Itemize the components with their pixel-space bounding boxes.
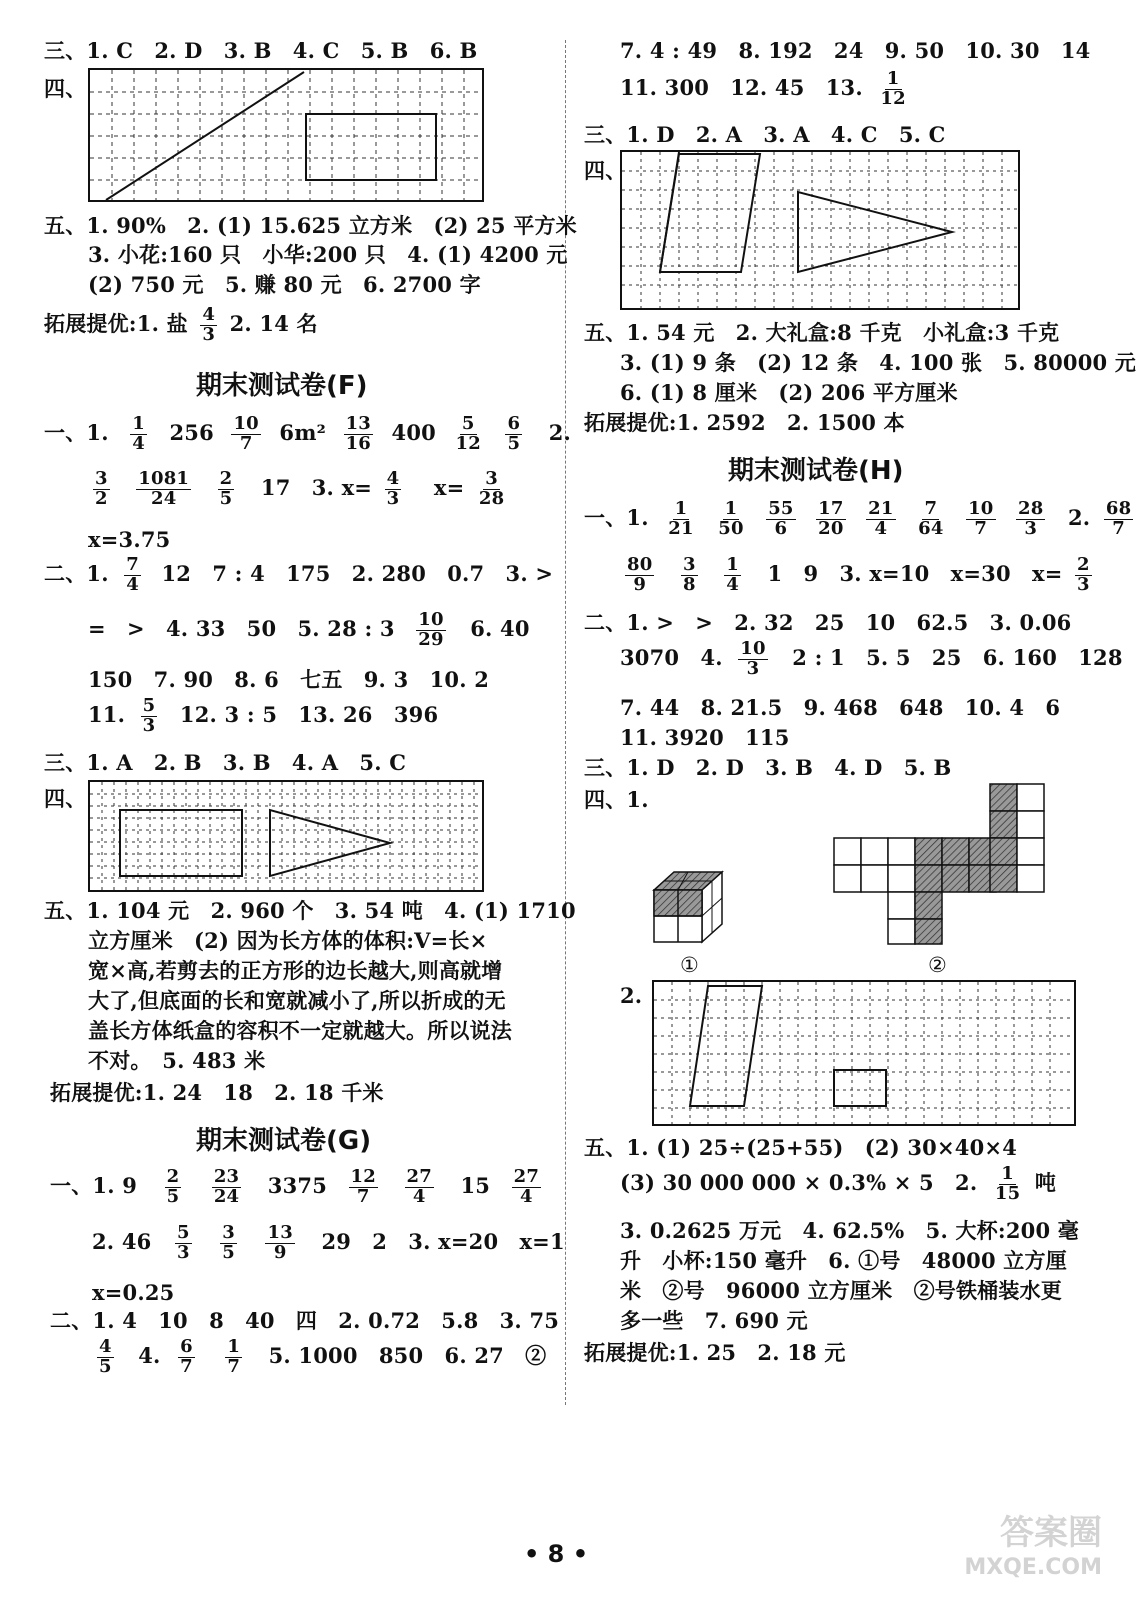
answer-line: 一、1. 9 $\frac{2}{5}$ $\frac{23}{24}$ 3375 $\frac{12}{7}$ $\frac{27}{4}$ 15 $\frac{27}{4}$ bbox=[50, 1166, 540, 1207]
answer-line: x=0.25 bbox=[92, 1280, 175, 1305]
answer-line: 6. (1) 8 厘米 (2) 206 平方厘米 bbox=[620, 380, 958, 405]
answer-line: 立方厘米 (2) 因为长方体的体积:V=长× bbox=[88, 928, 488, 953]
answer-line: 四、 bbox=[44, 76, 87, 101]
answer-line: 盖长方体纸盒的容积不一定就越大。所以说法 bbox=[88, 1018, 512, 1043]
answer-line: 二、1. > > 2. 32 25 10 62.5 3. 0.06 bbox=[584, 610, 1072, 635]
answer-line: $\frac{3}{2}$ $\frac{1081}{24}$ $\frac{2}{5}$ 17 3. x= $\frac{4}{3}$ x= $\frac{3}{28}$ bbox=[95, 468, 505, 509]
section-title: 期末测试卷(H) bbox=[728, 456, 904, 486]
fraction: $\frac{4}{3}$ bbox=[202, 304, 216, 345]
answer-line: 3070 4. $\frac{10}{3}$ 2 : 1 5. 5 25 6. 160 128 bbox=[620, 638, 1123, 679]
grid-drawing bbox=[90, 70, 482, 200]
answer-line: 三、1. D 2. D 3. B 4. D 5. B bbox=[584, 755, 952, 780]
answer-line: (2) 750 元 5. 赚 80 元 6. 2700 字 bbox=[88, 272, 481, 297]
answer-line: 7. 44 8. 21.5 9. 468 648 10. 4 6 bbox=[620, 695, 1061, 720]
answer-line: 升 小杯:150 毫升 6. ①号 48000 立方厘 bbox=[620, 1248, 1067, 1273]
grid-figure-e bbox=[88, 68, 484, 202]
answer-line: 11. 300 12. 45 13. $\frac{1}{12}$ bbox=[620, 68, 906, 109]
section-title: 期末测试卷(G) bbox=[196, 1126, 372, 1156]
answer-line: x=3.75 bbox=[88, 527, 171, 552]
answer-line: 3. 小花:160 只 小华:200 只 4. (1) 4200 元 bbox=[88, 242, 568, 267]
figure-label: ① bbox=[680, 953, 700, 977]
text: 2. 14 名 bbox=[229, 310, 318, 336]
answer-line: 2. bbox=[620, 983, 643, 1008]
watermark-url: MXQE.COM bbox=[964, 1555, 1102, 1580]
answer-line: 三、1. A 2. B 3. B 4. A 5. C bbox=[44, 750, 407, 775]
answer-line: 拓展提优:1. 24 18 2. 18 千米 bbox=[50, 1080, 384, 1105]
grid-figure-h bbox=[652, 980, 1076, 1126]
answer-line: 五、1. (1) 25÷(25+55) (2) 30×40×4 bbox=[584, 1135, 1018, 1160]
answer-line: 3. (1) 9 条 (2) 12 条 4. 100 张 5. 80000 元 bbox=[620, 350, 1137, 375]
answer-line: 7. 4 : 49 8. 192 24 9. 50 10. 30 14 bbox=[620, 38, 1091, 63]
grid-figure-g bbox=[620, 150, 1020, 310]
watermark-logo: 答案圈 bbox=[1000, 1513, 1102, 1553]
answer-line: $\frac{4}{5}$ 4. $\frac{6}{7}$ $\frac{1}{7}$ 5. 1000 850 6. 27 ② bbox=[99, 1336, 547, 1377]
grid-drawing bbox=[654, 982, 1074, 1124]
answer-line: 二、1. 4 10 8 40 四 2. 0.72 5.8 3. 75 bbox=[50, 1308, 560, 1333]
answer-line: 多一些 7. 690 元 bbox=[620, 1308, 808, 1333]
answer-line: 宽×高,若剪去的正方形的边长越大,则高就增 bbox=[88, 958, 503, 983]
answer-line: 四、 bbox=[44, 786, 87, 811]
answer-line: 一、1. $\frac{1}{4}$ 256 $\frac{10}{7}$ 6m² $\frac{13}{16}$ 400 $\frac{5}{12}$ $\frac{6}{5}$ 2. bbox=[44, 413, 572, 454]
cube-net-figure bbox=[832, 782, 1052, 946]
page-number: • 8 • bbox=[523, 1540, 589, 1568]
grid-drawing bbox=[90, 782, 482, 890]
answer-line: 11. $\frac{5}{3}$ 12. 3 : 5 13. 26 396 bbox=[88, 695, 439, 736]
answer-line: 11. 3920 115 bbox=[620, 725, 790, 750]
answer-line: 五、1. 54 元 2. 大礼盒:8 千克 小礼盒:3 千克 bbox=[584, 320, 1060, 345]
answer-line: 二、1. $\frac{7}{4}$ 12 7 : 4 175 2. 280 0.7 3. > bbox=[44, 554, 554, 595]
answer-line: 2. 46 $\frac{5}{3}$ $\frac{3}{5}$ $\frac{13}{9}$ 29 2 3. x=20 x=1 bbox=[92, 1222, 565, 1263]
answer-line: 拓展提优:1. 2592 2. 1500 本 bbox=[584, 410, 905, 435]
section-title: 期末测试卷(F) bbox=[196, 371, 368, 401]
answer-line: 一、1. $\frac{1}{21}$ $\frac{1}{50}$ $\frac{55}{6}$ $\frac{17}{20}$ $\frac{21}{4}$ $\frac{7}{64}$ $\frac{10}{7}$ $\frac{28}{3}$ 2. $\frac{68}{7}$ bbox=[584, 498, 1132, 539]
answer-line: 五、1. 104 元 2. 960 个 3. 54 吨 4. (1) 1710 bbox=[44, 898, 576, 923]
answer-line: 150 7. 90 8. 6 七五 9. 3 10. 2 bbox=[88, 667, 490, 692]
answer-line: 不对。 5. 483 米 bbox=[88, 1048, 266, 1073]
answer-line: 三、1. D 2. A 3. A 4. C 5. C bbox=[584, 122, 946, 147]
grid-drawing bbox=[622, 152, 1018, 308]
answer-line: = > 4. 33 50 5. 28 : 3 $\frac{10}{29}$ 6. 40 bbox=[88, 609, 530, 650]
answer-line: 四、1. bbox=[584, 787, 649, 812]
answer-line: 大了,但底面的长和宽就减小了,所以折成的无 bbox=[88, 988, 506, 1013]
answer-line: 四、 bbox=[584, 158, 627, 183]
text: 拓展提优:1. 盐 bbox=[44, 310, 188, 336]
answer-line: 拓展提优:1. 25 2. 18 元 bbox=[584, 1340, 846, 1365]
figure-label: ② bbox=[928, 953, 948, 977]
answer-line: $\frac{80}{9}$ $\frac{3}{8}$ $\frac{1}{4}$ 1 9 3. x=10 x=30 x= $\frac{2}{3}$ bbox=[627, 554, 1090, 595]
answer-line: 3. 0.2625 万元 4. 62.5% 5. 大杯:200 毫 bbox=[620, 1218, 1079, 1243]
grid-figure-f bbox=[88, 780, 484, 892]
answer-line: 五、1. 90% 2. (1) 15.625 立方米 (2) 25 平方米 bbox=[44, 213, 577, 238]
answer-line: (3) 30 000 000 × 0.3% × 5 2. $\frac{1}{15}$ 吨 bbox=[620, 1163, 1057, 1204]
answer-line: 米 ②号 96000 立方厘米 ②号铁桶装水更 bbox=[620, 1278, 1062, 1303]
answer-line bbox=[44, 306, 318, 345]
cube-figure bbox=[648, 868, 728, 948]
answer-line: 三、1. C 2. D 3. B 4. C 5. B 6. B bbox=[44, 38, 478, 63]
